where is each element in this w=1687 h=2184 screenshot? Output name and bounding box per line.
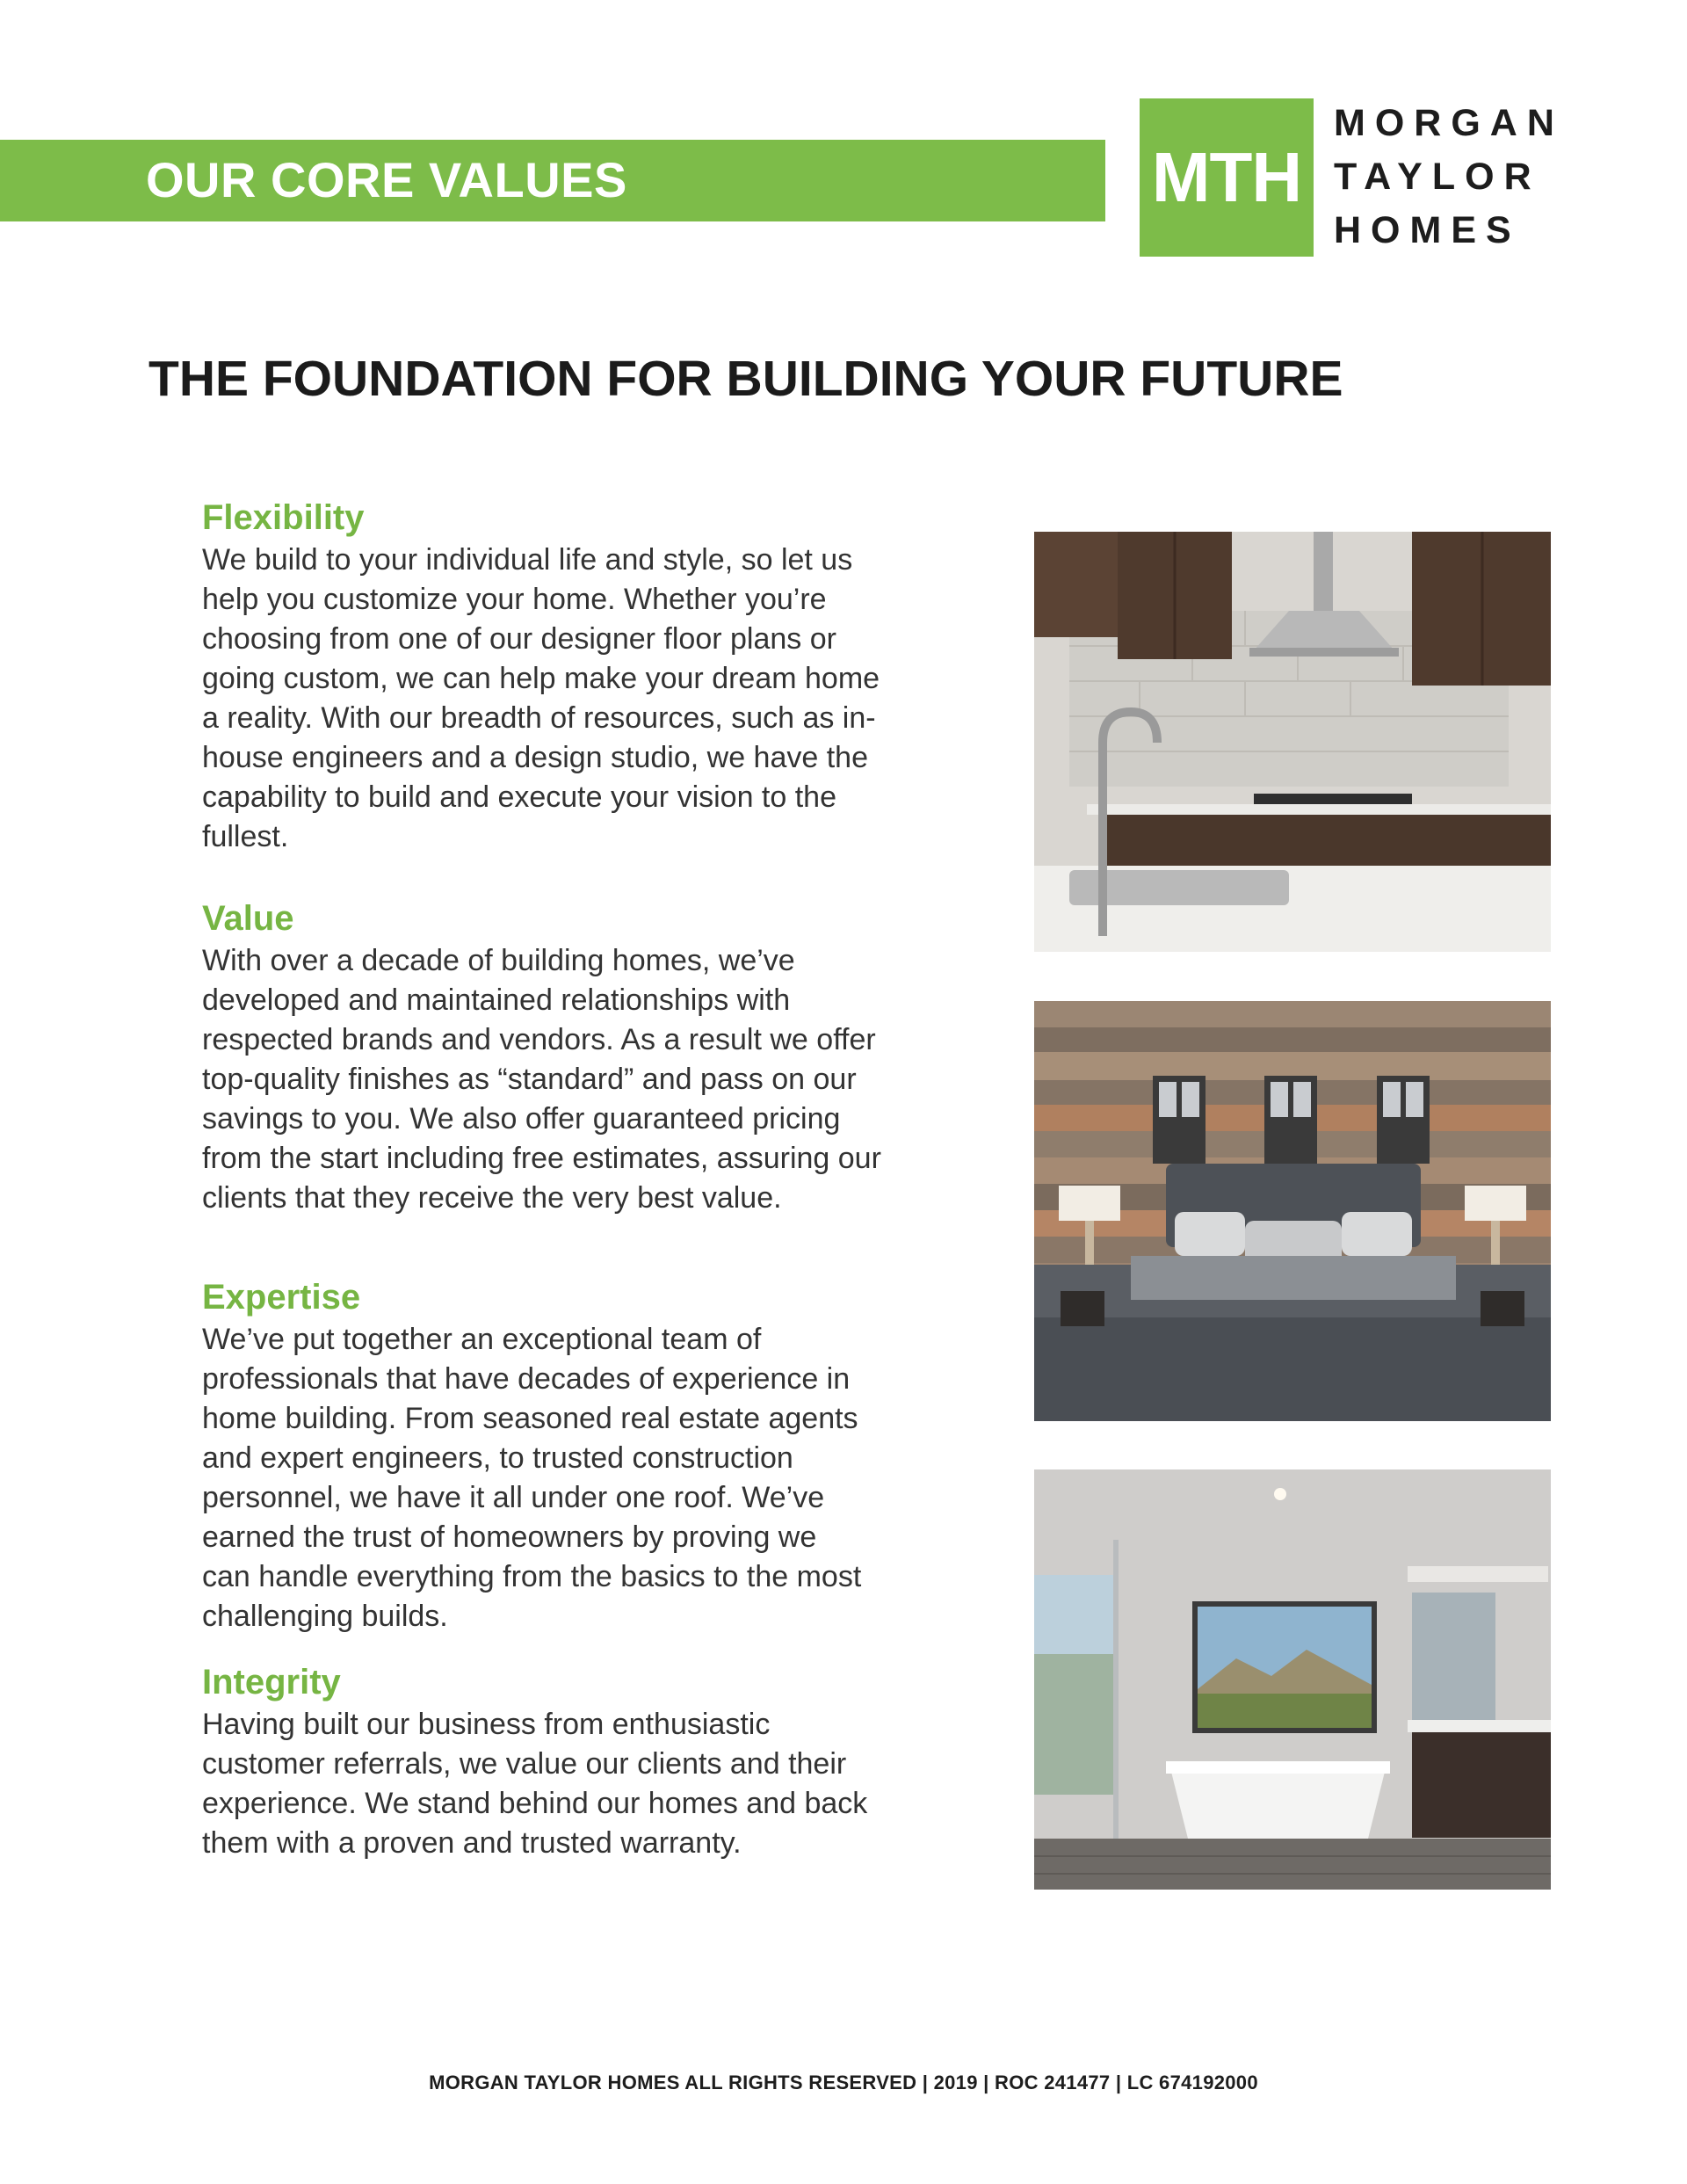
body-line: respected brands and vendors. As a result we offer <box>202 1023 876 1056</box>
company-logo <box>1140 98 1314 257</box>
value-section-integrity <box>202 1661 958 1863</box>
section-body <box>202 541 958 857</box>
value-section-flexibility <box>202 497 958 857</box>
page-section-title: OUR CORE VALUES <box>146 152 627 207</box>
kitchen-photo <box>1034 532 1551 952</box>
footer-legal: MORGAN TAYLOR HOMES ALL RIGHTS RESERVED | 2019 | ROC 241477 | LC 674192000 <box>429 2072 1258 2093</box>
body-line: challenging builds. <box>202 1600 448 1633</box>
body-line: from the start including free estimates, assuring our <box>202 1142 881 1175</box>
body-line: We’ve put together an exceptional team of <box>202 1323 762 1356</box>
body-line: choosing from one of our designer floor plans or <box>202 622 836 656</box>
body-line: help you customize your home. Whether you’re <box>202 583 827 616</box>
bedroom-photo <box>1034 1001 1551 1421</box>
logo-mark: MTH <box>1151 138 1302 216</box>
body-line: customer referrals, we value our clients and their <box>202 1747 847 1781</box>
body-line: house engineers and a design studio, we have the <box>202 741 868 774</box>
logo-word-homes: HOMES <box>1334 209 1521 251</box>
logo-word-taylor: TAYLOR <box>1334 156 1541 198</box>
body-line: personnel, we have it all under one roof. We’ve <box>202 1481 825 1514</box>
section-title: Expertise <box>202 1278 361 1317</box>
body-line: going custom, we can help make your dream home <box>202 662 880 695</box>
bathroom-illustration <box>1034 1469 1551 1890</box>
section-title: Flexibility <box>202 498 365 537</box>
body-line: top-quality finishes as “standard” and pass on our <box>202 1063 857 1096</box>
body-line: earned the trust of homeowners by proving we <box>202 1520 817 1554</box>
body-line: can handle everything from the basics to the most <box>202 1560 862 1593</box>
value-section-expertise <box>202 1276 958 1636</box>
body-line: We build to your individual life and style, so let us <box>202 543 853 577</box>
body-line: developed and maintained relationships with <box>202 983 791 1017</box>
logo-wordmark <box>1334 97 1564 258</box>
body-line: experience. We stand behind our homes and back <box>202 1787 868 1820</box>
section-body <box>202 1705 958 1863</box>
section-title: Value <box>202 899 294 938</box>
body-line: savings to you. We also offer guaranteed pricing <box>202 1102 841 1136</box>
section-body <box>202 1320 958 1636</box>
section-title: Integrity <box>202 1663 341 1701</box>
section-body <box>202 941 958 1218</box>
logo-word-morgan: MORGAN <box>1334 102 1564 144</box>
body-line: clients that they receive the very best value. <box>202 1181 782 1215</box>
value-section-value <box>202 897 958 1218</box>
body-line: fullest. <box>202 820 289 853</box>
body-line: home building. From seasoned real estate agents <box>202 1402 858 1435</box>
body-line: professionals that have decades of experience in <box>202 1362 851 1396</box>
body-line: capability to build and execute your vision to the <box>202 780 837 814</box>
body-line: them with a proven and trusted warranty. <box>202 1826 742 1860</box>
body-line: Having built our business from enthusiastic <box>202 1708 771 1741</box>
body-line: With over a decade of building homes, we’ve <box>202 944 795 977</box>
bathroom-photo <box>1034 1469 1551 1890</box>
body-line: a reality. With our breadth of resources, such as in- <box>202 701 876 735</box>
bedroom-illustration <box>1034 1001 1551 1421</box>
headline: THE FOUNDATION FOR BUILDING YOUR FUTURE <box>148 351 1343 407</box>
kitchen-illustration <box>1034 532 1551 952</box>
body-line: and expert engineers, to trusted construction <box>202 1441 793 1475</box>
